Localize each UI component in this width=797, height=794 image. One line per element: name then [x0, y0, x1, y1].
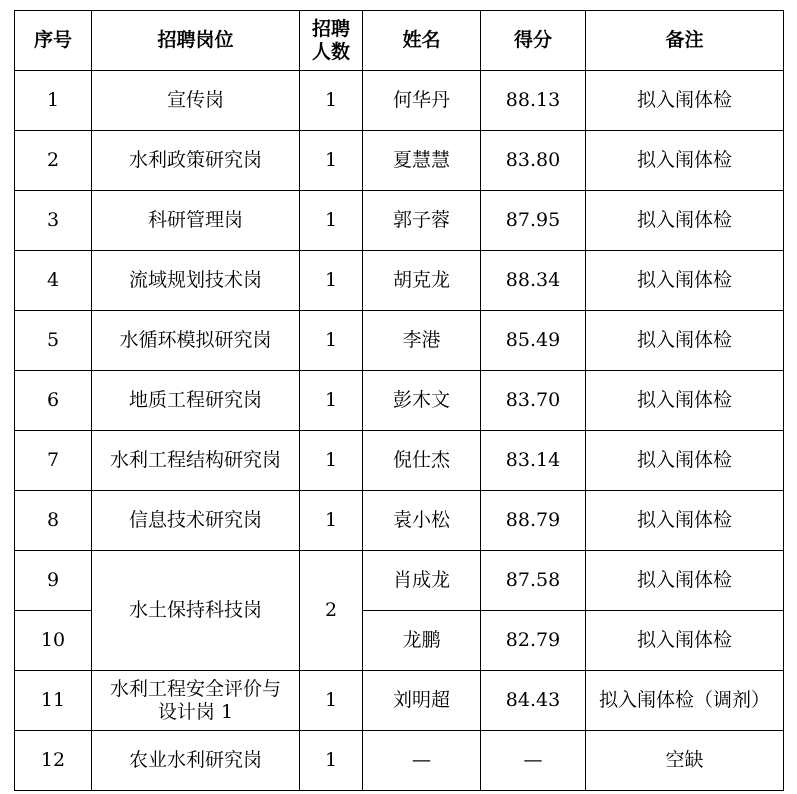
cell-remark: 拟入闱体检 — [586, 371, 784, 431]
cell-remark: 拟入闱体检 — [586, 551, 784, 611]
cell-score: 83.70 — [481, 371, 586, 431]
cell-count: 2 — [300, 551, 363, 671]
cell-seq: 6 — [15, 371, 92, 431]
cell-remark: 拟入闱体检 — [586, 611, 784, 671]
table-row — [15, 251, 784, 311]
table-row — [15, 311, 784, 371]
header-count — [300, 11, 363, 71]
cell-count: 1 — [300, 731, 363, 791]
cell-remark: 拟入闱体检 — [586, 311, 784, 371]
cell-score: 82.79 — [481, 611, 586, 671]
cell-name: 李港 — [363, 311, 481, 371]
cell-count: 1 — [300, 431, 363, 491]
cell-seq: 11 — [15, 671, 92, 731]
cell-position: 水循环模拟研究岗 — [92, 311, 300, 371]
cell-position-line1: 水利工程安全评价与 — [109, 677, 281, 700]
cell-score: — — [481, 731, 586, 791]
cell-count: 1 — [300, 71, 363, 131]
cell-score: 87.95 — [481, 191, 586, 251]
cell-remark: 拟入闱体检 — [586, 491, 784, 551]
cell-position: 信息技术研究岗 — [92, 491, 300, 551]
cell-seq: 5 — [15, 311, 92, 371]
header-position: 招聘岗位 — [92, 11, 300, 71]
results-table — [14, 10, 784, 791]
table-row — [15, 731, 784, 791]
cell-score: 83.80 — [481, 131, 586, 191]
cell-count: 1 — [300, 251, 363, 311]
cell-seq: 9 — [15, 551, 92, 611]
cell-remark: 拟入闱体检（调剂） — [586, 671, 784, 731]
header-count-line1: 招聘 — [311, 17, 350, 40]
header-seq: 序号 — [15, 11, 92, 71]
cell-position: 农业水利研究岗 — [92, 731, 300, 791]
cell-count: 1 — [300, 671, 363, 731]
cell-remark: 拟入闱体检 — [586, 431, 784, 491]
header-count-line2: 人数 — [311, 40, 350, 63]
cell-score: 88.13 — [481, 71, 586, 131]
header-name: 姓名 — [363, 11, 481, 71]
cell-seq: 2 — [15, 131, 92, 191]
cell-name: — — [363, 731, 481, 791]
cell-score: 88.79 — [481, 491, 586, 551]
cell-score: 83.14 — [481, 431, 586, 491]
cell-position: 科研管理岗 — [92, 191, 300, 251]
cell-remark: 拟入闱体检 — [586, 191, 784, 251]
header-score: 得分 — [481, 11, 586, 71]
cell-seq: 12 — [15, 731, 92, 791]
cell-count: 1 — [300, 311, 363, 371]
cell-remark: 拟入闱体检 — [586, 71, 784, 131]
cell-position: 流域规划技术岗 — [92, 251, 300, 311]
cell-count: 1 — [300, 491, 363, 551]
cell-position: 水利工程结构研究岗 — [92, 431, 300, 491]
table-row — [15, 551, 784, 611]
cell-name: 胡克龙 — [363, 251, 481, 311]
table-row — [15, 71, 784, 131]
table-row — [15, 431, 784, 491]
cell-name: 郭子蓉 — [363, 191, 481, 251]
cell-position: 地质工程研究岗 — [92, 371, 300, 431]
table-row — [15, 191, 784, 251]
cell-seq: 3 — [15, 191, 92, 251]
cell-name: 刘明超 — [363, 671, 481, 731]
table-row — [15, 671, 784, 731]
cell-name: 彭木文 — [363, 371, 481, 431]
cell-seq: 10 — [15, 611, 92, 671]
cell-score: 87.58 — [481, 551, 586, 611]
cell-position: 水利政策研究岗 — [92, 131, 300, 191]
cell-remark: 拟入闱体检 — [586, 251, 784, 311]
cell-count: 1 — [300, 191, 363, 251]
header-row — [15, 11, 784, 71]
cell-name: 肖成龙 — [363, 551, 481, 611]
cell-remark: 空缺 — [586, 731, 784, 791]
cell-name: 龙鹏 — [363, 611, 481, 671]
cell-position — [92, 671, 300, 731]
cell-name: 夏慧慧 — [363, 131, 481, 191]
cell-position: 水土保持科技岗 — [92, 551, 300, 671]
cell-name: 何华丹 — [363, 71, 481, 131]
table-row — [15, 131, 784, 191]
cell-seq: 7 — [15, 431, 92, 491]
cell-seq: 4 — [15, 251, 92, 311]
cell-remark: 拟入闱体检 — [586, 131, 784, 191]
cell-count: 1 — [300, 371, 363, 431]
cell-seq: 8 — [15, 491, 92, 551]
cell-seq: 1 — [15, 71, 92, 131]
cell-position: 宣传岗 — [92, 71, 300, 131]
cell-score: 85.49 — [481, 311, 586, 371]
cell-name: 袁小松 — [363, 491, 481, 551]
table-row — [15, 371, 784, 431]
cell-position-line2: 设计岗 1 — [157, 700, 234, 723]
cell-count: 1 — [300, 131, 363, 191]
table-row — [15, 491, 784, 551]
header-remark: 备注 — [586, 11, 784, 71]
cell-score: 84.43 — [481, 671, 586, 731]
cell-score: 88.34 — [481, 251, 586, 311]
cell-name: 倪仕杰 — [363, 431, 481, 491]
